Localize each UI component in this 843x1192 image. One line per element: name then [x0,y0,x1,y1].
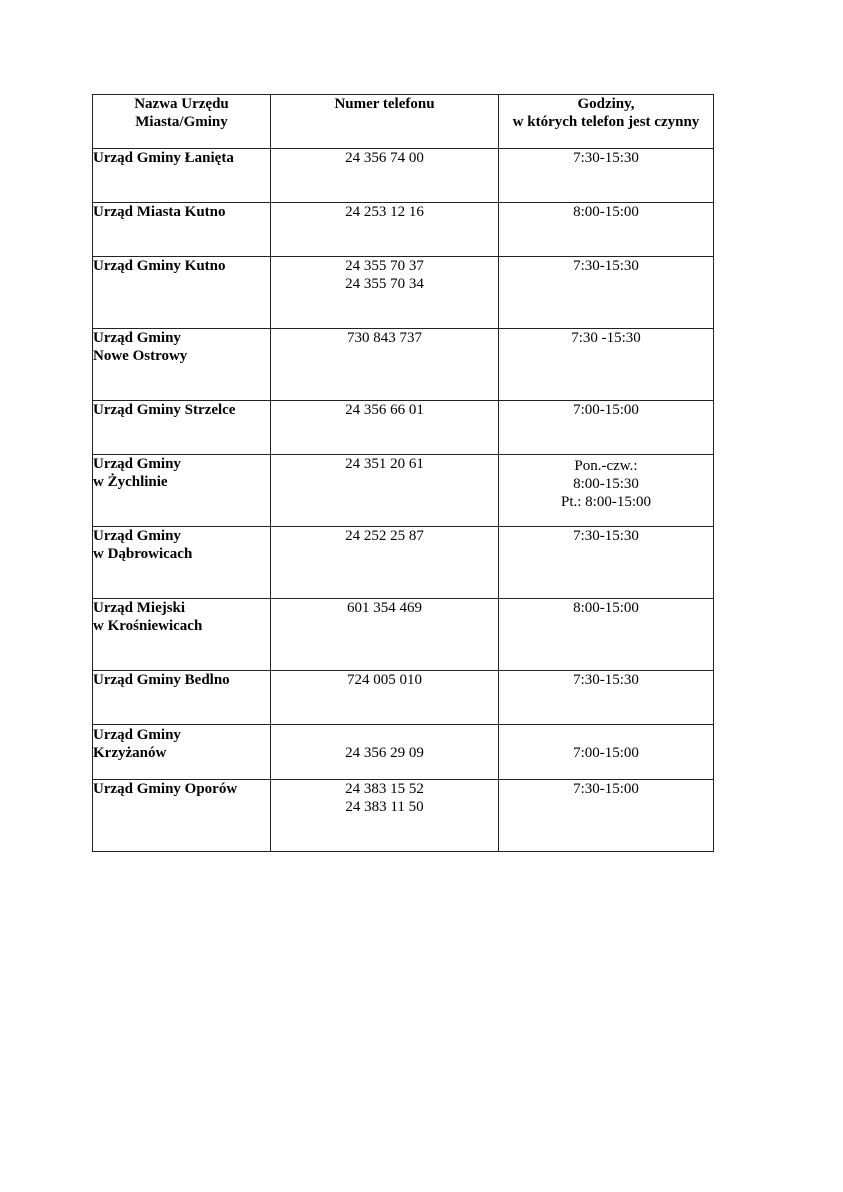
office-name-cell: Urząd Gminy Oporów [93,780,271,852]
phone-cell: 24 356 74 00 [271,149,499,203]
office-name-cell: Urząd Gminy Krzyżanów [93,725,271,780]
phone-cell: 601 354 469 [271,599,499,671]
hours-cell: 7:30 -15:30 [499,329,714,401]
office-name-cell: Urząd Gminy Kutno [93,257,271,329]
office-name-cell: Urząd Gminy Nowe Ostrowy [93,329,271,401]
hours-cell: 7:30-15:00 [499,780,714,852]
hours-cell: 7:30-15:30 [499,257,714,329]
table-row [93,149,714,203]
hours-cell: Pon.-czw.: 8:00-15:30 Pt.: 8:00-15:00 [499,455,714,527]
header-phone-number: Numer telefonu [271,95,499,149]
phone-cell: 24 383 15 52 24 383 11 50 [271,780,499,852]
phone-cell: 24 253 12 16 [271,203,499,257]
office-name-cell: Urząd Gminy w Żychlinie [93,455,271,527]
table-row [93,671,714,725]
phone-cell: 24 252 25 87 [271,527,499,599]
table-row [93,257,714,329]
table-row [93,329,714,401]
phone-cell: 24 351 20 61 [271,455,499,527]
table-row [93,780,714,852]
table-row [93,527,714,599]
office-name-cell: Urząd Gminy Łanięta [93,149,271,203]
phone-cell: 24 355 70 37 24 355 70 34 [271,257,499,329]
office-name-cell: Urząd Miejski w Krośniewicach [93,599,271,671]
hours-cell: 7:00-15:00 [499,725,714,780]
hours-cell: 7:30-15:30 [499,149,714,203]
phone-cell: 24 356 66 01 [271,401,499,455]
office-name-cell: Urząd Miasta Kutno [93,203,271,257]
hours-cell: 7:00-15:00 [499,401,714,455]
hours-cell: 8:00-15:00 [499,203,714,257]
offices-phone-table [92,94,714,852]
office-name-cell: Urząd Gminy Bedlno [93,671,271,725]
table-header-row [93,95,714,149]
hours-cell: 7:30-15:30 [499,671,714,725]
table-row [93,599,714,671]
phone-cell: 730 843 737 [271,329,499,401]
hours-cell: 8:00-15:00 [499,599,714,671]
phone-cell: 724 005 010 [271,671,499,725]
header-hours: Godziny, w których telefon jest czynny [499,95,714,149]
table-row [93,725,714,780]
phone-cell: 24 356 29 09 [271,725,499,780]
office-name-cell: Urząd Gminy Strzelce [93,401,271,455]
office-name-cell: Urząd Gminy w Dąbrowicach [93,527,271,599]
header-office-name: Nazwa Urzędu Miasta/Gminy [93,95,271,149]
table-row [93,455,714,527]
table-row [93,203,714,257]
table-row [93,401,714,455]
hours-cell: 7:30-15:30 [499,527,714,599]
